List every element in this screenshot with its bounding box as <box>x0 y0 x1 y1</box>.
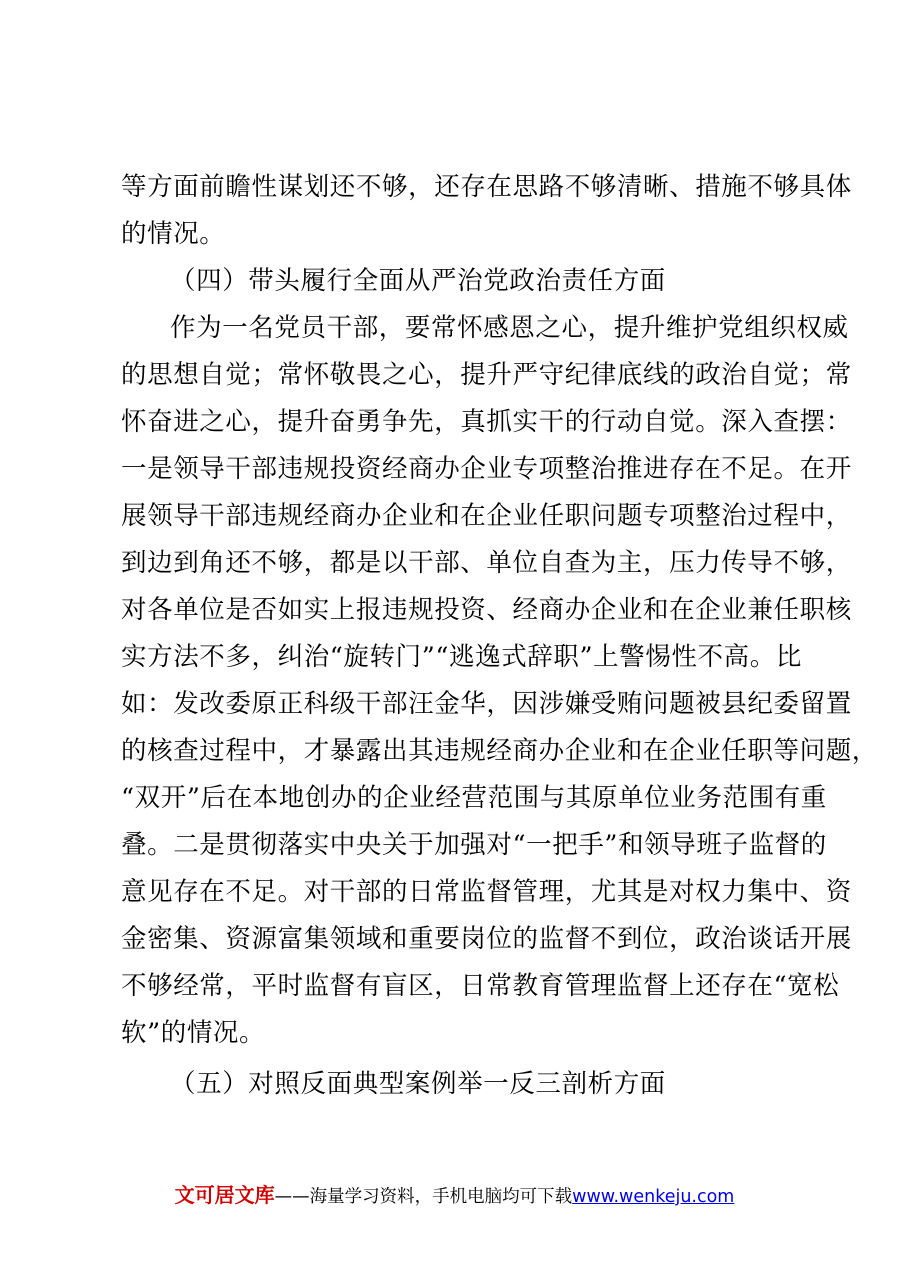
footer-website-link[interactable]: www.wenkeju.com <box>572 1187 735 1207</box>
paragraph-line: 软”的情况。 <box>121 1018 266 1048</box>
paragraph-line: “双开”后在本地创办的企业经营范围与其原单位业务范围有重 <box>121 783 827 813</box>
paragraph-line: 金密集、资源富集领域和重要岗位的监督不到位，政治谈话开展 <box>121 924 852 954</box>
paragraph-line: 如：发改委原正科级干部汪金华，因涉嫌受贿问题被县纪委留置 <box>121 689 852 719</box>
footer-brand: 文可居文库 <box>174 1183 275 1207</box>
footer-banner <box>0 1181 909 1211</box>
paragraph-line: 等方面前瞻性谋划还不够，还存在思路不够清晰、措施不够具体 <box>121 172 852 202</box>
paragraph-line: 的核查过程中，才暴露出其违规经商办企业和在企业任职等问题， <box>121 736 878 766</box>
paragraph-line: 到边到角还不够，都是以干部、单位自查为主，压力传导不够， <box>121 548 852 578</box>
paragraph-line: 对各单位是否如实上报违规投资、经商办企业和在企业兼任职核 <box>121 595 852 625</box>
paragraph-line: 意见存在不足。对干部的日常监督管理，尤其是对权力集中、资 <box>121 877 852 907</box>
paragraph-line: 作为一名党员干部，要常怀感恩之心，提升维护党组织权威 <box>170 313 849 343</box>
paragraph-line: 的思想自觉；常怀敬畏之心，提升严守纪律底线的政治自觉；常 <box>121 360 852 390</box>
section-heading-5: （五）对照反面典型案例举一反三剖析方面 <box>170 1069 666 1099</box>
paragraph-line: 实方法不多，纠治“旋转门”“逃逸式辞职”上警惕性不高。比 <box>121 642 802 672</box>
paragraph-line: 展领导干部违规经商办企业和在企业任职问题专项整治过程中， <box>121 501 852 531</box>
paragraph-line: 一是领导干部违规投资经商办企业专项整治推进存在不足。在开 <box>121 454 852 484</box>
paragraph-line: 怀奋进之心，提升奋勇争先，真抓实干的行动自觉。深入查摆： <box>121 407 852 437</box>
section-heading-4: （四）带头履行全面从严治党政治责任方面 <box>170 266 666 296</box>
paragraph-line: 的情况。 <box>121 219 226 249</box>
paragraph-line: 叠。二是贯彻落实中央关于加强对“一把手”和领导班子监督的 <box>121 830 827 860</box>
footer-tagline: ——海量学习资料，手机电脑均可下载 <box>274 1187 573 1207</box>
paragraph-line: 不够经常，平时监督有盲区，日常教育管理监督上还存在“宽松 <box>121 971 840 1001</box>
